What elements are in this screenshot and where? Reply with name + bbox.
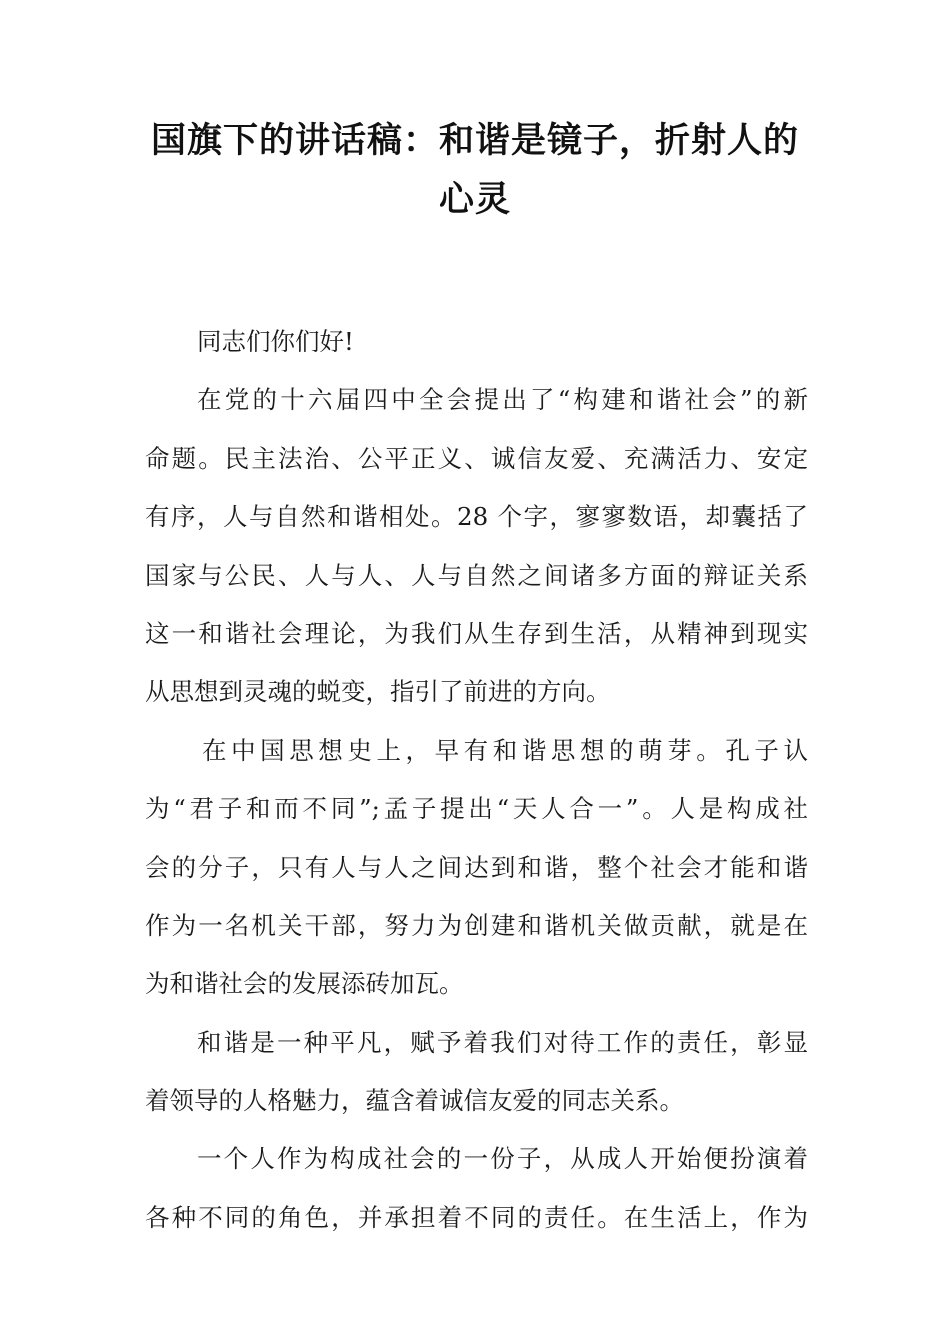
document-title [150,112,800,230]
body-line: 会的分子，只有人与人之间达到和谐，整个社会才能和谐 [145,852,808,882]
body-line: 从思想到灵魂的蜕变，指引了前进的方向。 [145,677,611,707]
body-line: 为和谐社会的发展添砖加瓦。 [145,969,464,999]
title-line-2: 心灵 [438,180,511,220]
document-body [145,313,808,1247]
body-line: 和谐是一种平凡，赋予着我们对待工作的责任，彰显 [197,1027,808,1057]
body-line: 在党的十六届四中全会提出了“构建和谐社会”的新 [197,385,808,415]
body-line: 命题。民主法治、公平正义、诚信友爱、充满活力、安定 [145,443,808,473]
body-line: 各种不同的角色，并承担着不同的责任。在生活上，作为 [145,1202,808,1232]
body-line: 在中国思想史上，早有和谐思想的萌芽。孔子认 [202,735,808,765]
body-line: 为“君子和而不同”;孟子提出“天人合一”。人是构成社 [145,794,808,824]
body-line: 有序，人与自然和谐相处。28 个字，寥寥数语，却囊括了 [145,502,808,532]
body-line: 作为一名机关干部，努力为创建和谐机关做贡献，就是在 [145,910,808,940]
body-line: 着领导的人格魅力，蕴含着诚信友爱的同志关系。 [145,1086,684,1116]
greeting: 同志们你们好! [197,327,354,356]
body-line: 这一和谐社会理论，为我们从生存到生活，从精神到现实 [145,618,808,648]
title-line-1: 国旗下的讲话稿：和谐是镜子，折射人的 [150,121,799,161]
body-line: 国家与公民、人与人、人与自然之间诸多方面的辩证关系 [145,560,808,590]
body-line: 一个人作为构成社会的一份子，从成人开始便扮演着 [197,1144,808,1174]
